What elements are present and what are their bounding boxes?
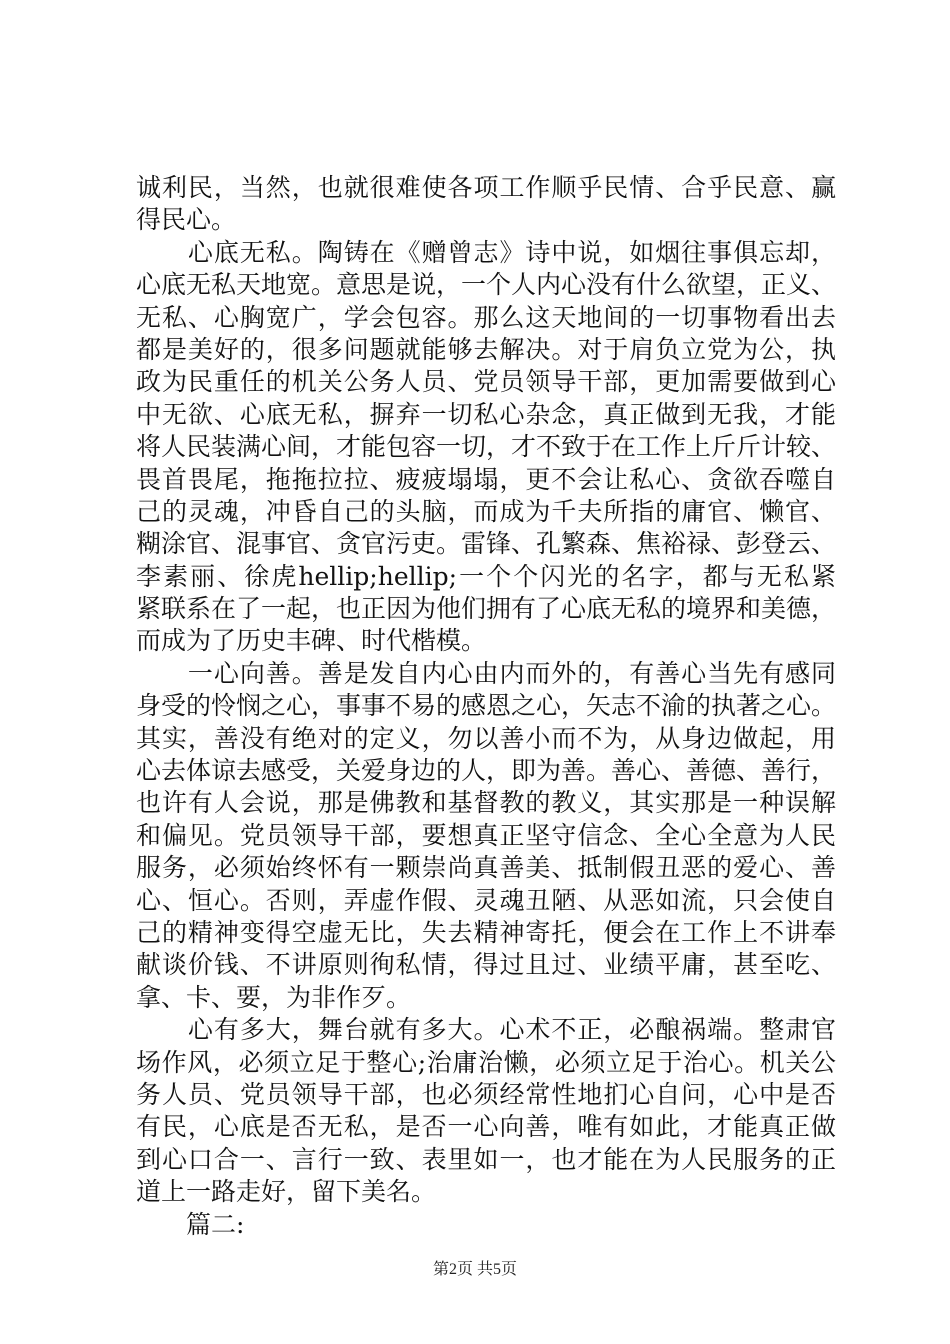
text-line: 政为民重任的机关公务人员、党员领导干部，更加需要做到心	[136, 367, 836, 397]
text-line: 中无欲、心底无私，摒弃一切私心杂念，真正做到无我，才能	[136, 399, 836, 429]
text-line: 拿、卡、要，为非作歹。	[136, 982, 412, 1012]
text-line: 己的精神变得空虚无比，失去精神寄托，便会在工作上不讲奉	[136, 917, 836, 947]
page-footer: 第2页 共5页	[432, 1261, 517, 1278]
text-line: 诚利民，当然，也就很难使各项工作顺乎民情、合乎民意、赢	[136, 173, 836, 202]
text-line: 到心口合一、言行一致、表里如一，也才能在为人民服务的正	[136, 1144, 836, 1174]
text-line: 一心向善。善是发自内心由内而外的，有善心当先有感同	[136, 658, 836, 688]
text-line: 李素丽、徐虎hellip;hellip;一个个闪光的名字，都与无私紧	[136, 561, 836, 591]
text-line: 有民，心底是否无私，是否一心向善，唯有如此，才能真正做	[136, 1112, 836, 1142]
text-line: 都是美好的，很多问题就能够去解决。对于肩负立党为公，执	[136, 334, 836, 364]
text-line: 其实，善没有绝对的定义，勿以善小而不为，从身边做起，用	[136, 723, 836, 753]
text-line: 心、恒心。否则，弄虚作假、灵魂丑陋、从恶如流，只会使自	[136, 885, 836, 915]
text-line: 场作风，必须立足于整心;治庸治懒，必须立足于治心。机关公	[136, 1047, 836, 1077]
text-line: 将人民装满心间，才能包容一切，才不致于在工作上斤斤计较、	[136, 432, 837, 462]
text-line: 和偏见。党员领导干部，要想真正坚守信念、全心全意为人民	[136, 820, 836, 850]
text-line: 身受的怜悯之心，事事不易的感恩之心，矢志不渝的执著之心。	[136, 691, 837, 721]
text-line: 心底无私。陶铸在《赠曾志》诗中说，如烟往事俱忘却，	[136, 237, 836, 267]
text-line: 糊涂官、混事官、贪官污吏。雷锋、孔繁森、焦裕禄、彭登云、	[136, 529, 837, 559]
text-line: 心底无私天地宽。意思是说，一个人内心没有什么欲望，正义、	[136, 270, 837, 300]
text-line: 而成为了历史丰碑、时代楷模。	[136, 626, 487, 656]
text-line: 心去体谅去感受，关爱身边的人，即为善。善心、善德、善行，	[136, 756, 837, 786]
text-line: 畏首畏尾，拖拖拉拉、疲疲塌塌，更不会让私心、贪欲吞噬自	[136, 464, 836, 494]
text-line: 无私、心胸宽广，学会包容。那么这天地间的一切事物看出去	[136, 302, 836, 332]
document-body	[136, 172, 836, 1241]
text-line: 己的灵魂，冲昏自己的头脑，而成为千夫所指的庸官、懒官、	[136, 496, 836, 526]
text-line: 献谈价钱、不讲原则徇私情，得过且过、业绩平庸，甚至吃、	[136, 950, 836, 980]
text-line: 心有多大，舞台就有多大。心术不正，必酿祸端。整肃官	[136, 1015, 836, 1045]
text-line: 道上一路走好，留下美名。	[136, 1177, 437, 1207]
text-line: 务人员、党员领导干部，也必须经常性地扪心自问，心中是否	[136, 1079, 836, 1109]
text-line: 篇二:	[136, 1209, 245, 1239]
text-line: 服务，必须始终怀有一颗崇尚真善美、抵制假丑恶的爱心、善	[136, 853, 836, 883]
text-line: 得民心。	[136, 205, 237, 235]
text-line: 紧联系在了一起，也正因为他们拥有了心底无私的境界和美德，	[136, 594, 837, 624]
text-line: 也许有人会说，那是佛教和基督教的教义，其实那是一种误解	[136, 788, 836, 818]
